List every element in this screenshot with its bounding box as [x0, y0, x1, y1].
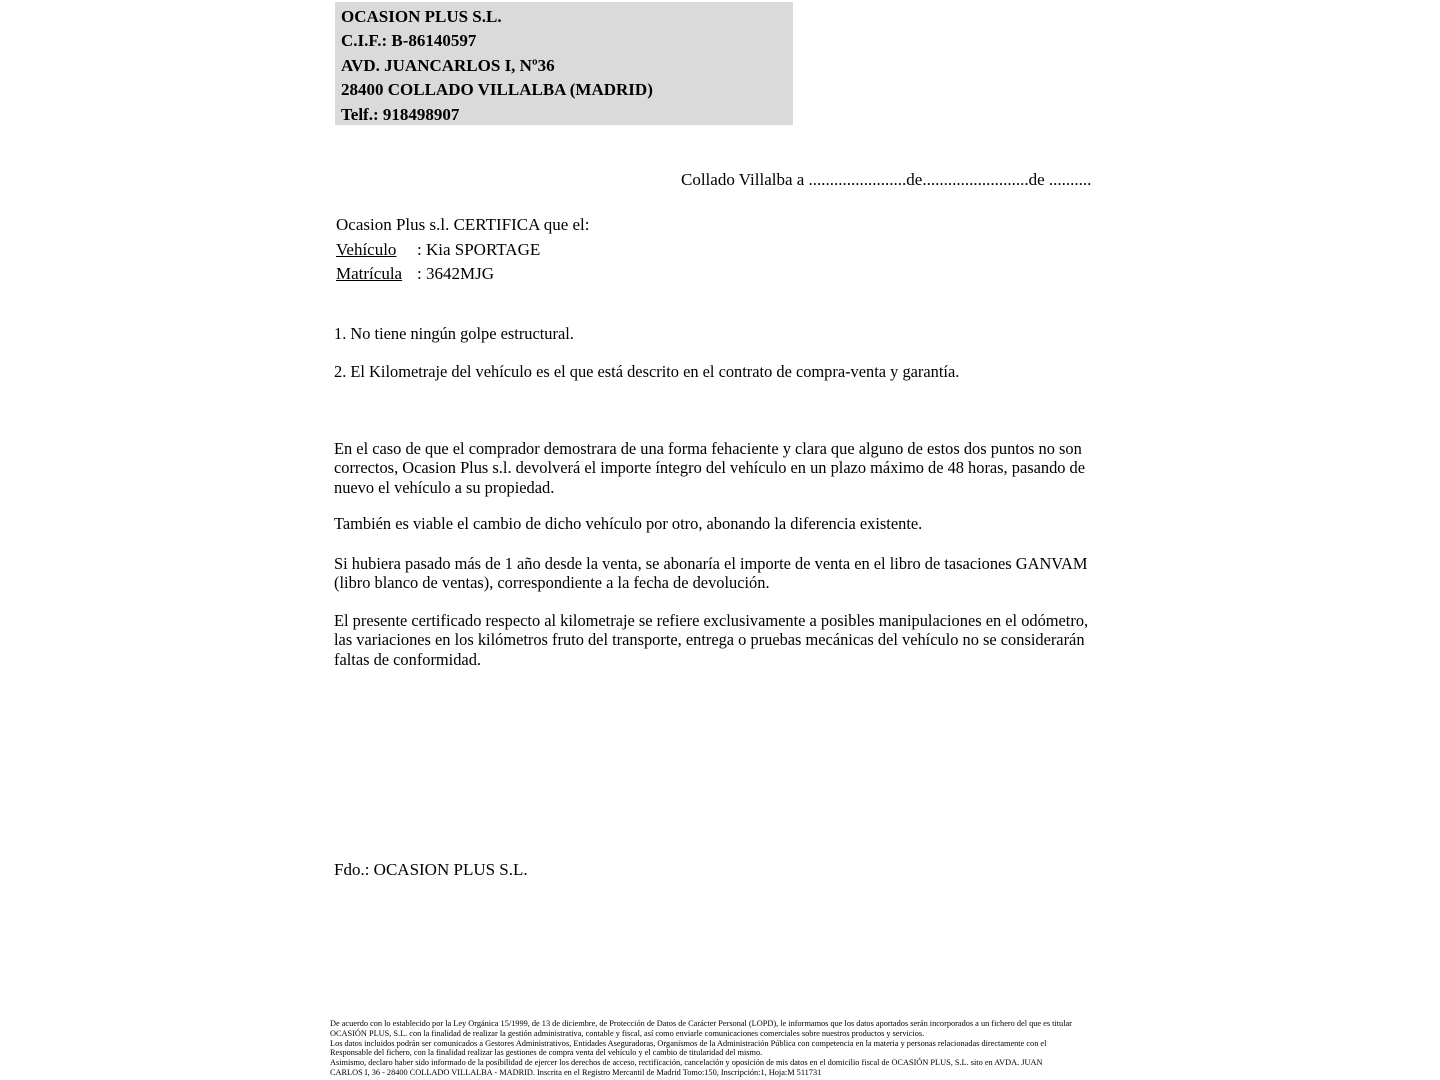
clause-structural-damage: 1. No tiene ningún golpe estructural.	[334, 324, 574, 343]
paragraph-odometer-scope: El presente certificado respecto al kilometraje se refiere exclusivamente a posibles manipulaciones en el odómetro, las variaciones en los kilómetros fruto del transporte, entrega o pruebas mecánicas del vehículo no se considerarán faltas de conformidad.	[334, 611, 1089, 669]
plate-row	[336, 262, 590, 287]
certification-intro: Ocasion Plus s.l. CERTIFICA que el:	[336, 215, 590, 234]
legal-line-4: Responsable del fichero, con la finalidad realizar las gestiones de compra venta del vehículo y el cambio de titularidad del mismo.	[330, 1048, 763, 1058]
paragraph-refund-policy: En el caso de que el comprador demostrara de una forma fehaciente y clara que alguno de estos dos puntos no son correctos, Ocasion Plus s.l. devolverá el importe íntegro del vehículo en un plazo máximo de 48 horas, pasando de nuevo el vehículo a su propiedad.	[334, 439, 1086, 497]
legal-line-6: CARLOS I, 36 - 28400 COLLADO VILLALBA - MADRID. Inscrita en el Registro Mercantil de Madrid Tomo:150, Inscripción:1, Hoja:M 511731	[330, 1067, 822, 1077]
certification-block	[336, 213, 590, 287]
plate-value: : 3642MJG	[417, 264, 494, 283]
company-name: OCASION PLUS S.L.	[341, 7, 502, 26]
legal-line-5: Asimismo, declaro haber sido informado de la posibilidad de ejercer los derechos de acceso, rectificación, cancelación y oposición de mis datos en el domicilio fiscal de OCASIÓN PLUS, S.L. sito en AVDA. JUAN	[330, 1058, 1043, 1068]
letterhead-box	[335, 2, 793, 125]
legal-line-2: OCASIÓN PLUS, S.L. con la finalidad de realizar la gestión administrativa, contable y fiscal, así como enviarle comunicaciones comerciales sobre nuestros productos y servicios.	[330, 1028, 925, 1038]
vehicle-label: Vehículo	[336, 239, 397, 259]
legal-line-1: De acuerdo con lo establecido por la Ley Orgánica 15/1999, de 13 de diciembre, de Protección de Datos de Carácter Personal (LOPD), le informamos que los datos aportados serán incorporados a un fichero del que es titular	[330, 1019, 1072, 1028]
date-line: Collado Villalba a .......................de.........................de ..........	[681, 170, 1092, 189]
paragraph-exchange-option: También es viable el cambio de dicho vehículo por otro, abonando la diferencia existente.	[334, 514, 923, 533]
company-address: AVD. JUANCARLOS I, Nº36	[341, 55, 555, 75]
legal-line-3: Los datos incluidos podrán ser comunicados a Gestores Administrativos, Entidades Aseguradoras, Organismos de la Administración Pública con competencia en la materia y personas relacionadas directamente con el	[330, 1038, 1047, 1048]
company-phone: Telf.: 918498907	[341, 104, 460, 124]
vehicle-row	[336, 238, 590, 263]
company-cif: C.I.F.: B-86140597	[341, 31, 477, 51]
paragraph-ganvam-valuation: Si hubiera pasado más de 1 año desde la venta, se abonaría el importe de venta en el libro de tasaciones GANVAM (libro blanco de ventas), correspondiente a la fecha de devolución.	[334, 554, 1088, 593]
company-city: 28400 COLLADO VILLALBA (MADRID)	[341, 80, 653, 100]
plate-label: Matrícula	[336, 264, 403, 283]
vehicle-value: : Kia SPORTAGE	[417, 239, 541, 259]
signature-line: Fdo.: OCASION PLUS S.L.	[334, 860, 528, 879]
legal-footer	[330, 1019, 1120, 1078]
clause-mileage: 2. El Kilometraje del vehículo es el que está descrito en el contrato de compra-venta y garantía.	[334, 362, 960, 381]
